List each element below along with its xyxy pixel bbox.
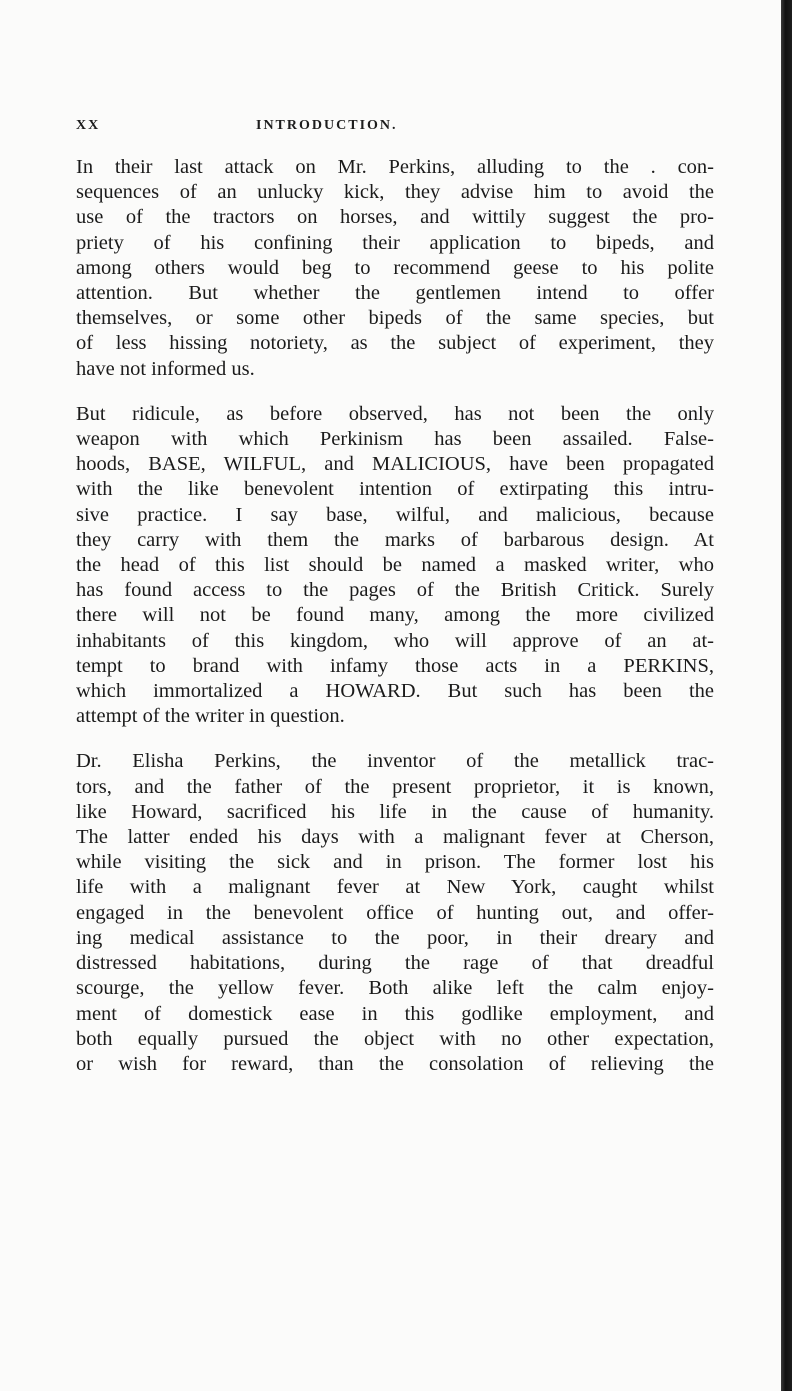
paragraph-3 bbox=[76, 749, 714, 1077]
text-line: ing medical assistance to the poor, in their dreary and bbox=[76, 926, 714, 949]
body-text bbox=[76, 155, 714, 1097]
text-line: while visiting the sick and in prison. The former lost his bbox=[76, 851, 714, 874]
text-line: The latter ended his days with a malignant fever at Cherson, bbox=[76, 826, 714, 849]
text-line: attention. But whether the gentlemen intend to offer bbox=[76, 282, 714, 305]
page-number: XX bbox=[76, 118, 101, 133]
paragraph-1 bbox=[76, 155, 714, 382]
text-line: ment of domestick ease in this godlike employment, and bbox=[76, 1002, 714, 1025]
text-line: sequences of an unlucky kick, they advise him to avoid the bbox=[76, 181, 714, 204]
text-line: use of the tractors on horses, and wittily suggest the pro- bbox=[76, 206, 714, 229]
text-line: have not informed us. bbox=[76, 357, 255, 380]
text-line: of less hissing notoriety, as the subject of experiment, they bbox=[76, 332, 714, 355]
text-line: But ridicule, as before observed, has not been the only bbox=[76, 402, 714, 425]
page-edge-shadow bbox=[781, 0, 792, 1391]
text-line: sive practice. I say base, wilful, and malicious, because bbox=[76, 503, 714, 526]
text-line: among others would beg to recommend geese to his polite bbox=[76, 256, 714, 279]
text-line: priety of his confining their application to bipeds, and bbox=[76, 231, 714, 254]
running-head bbox=[76, 118, 398, 134]
paragraph-2 bbox=[76, 402, 714, 730]
text-line: attempt of the writer in question. bbox=[76, 705, 345, 728]
text-line: engaged in the benevolent office of hunting out, and offer- bbox=[76, 901, 714, 924]
running-head-title: INTRODUCTION. bbox=[256, 118, 398, 133]
text-line: hoods, BASE, WILFUL, and MALICIOUS, have been propagated bbox=[76, 453, 714, 476]
text-line: they carry with them the marks of barbarous design. At bbox=[76, 528, 714, 551]
text-line: tors, and the father of the present proprietor, it is known, bbox=[76, 775, 714, 798]
text-line: or wish for reward, than the consolation of relieving the bbox=[76, 1052, 714, 1075]
text-line: scourge, the yellow fever. Both alike left the calm enjoy- bbox=[76, 977, 714, 1000]
page-margin bbox=[792, 0, 800, 1391]
text-line: has found access to the pages of the British Critick. Surely bbox=[76, 579, 714, 602]
text-line: which immortalized a HOWARD. But such has been the bbox=[76, 680, 714, 703]
text-line: the head of this list should be named a masked writer, who bbox=[76, 554, 714, 577]
text-line: like Howard, sacrificed his life in the cause of humanity. bbox=[76, 800, 714, 823]
text-line: themselves, or some other bipeds of the same species, but bbox=[76, 307, 714, 330]
text-line: distressed habitations, during the rage of that dreadful bbox=[76, 952, 714, 975]
text-line: In their last attack on Mr. Perkins, alluding to the . con- bbox=[76, 156, 714, 178]
text-line: inhabitants of this kingdom, who will approve of an at- bbox=[76, 629, 714, 652]
text-line: both equally pursued the object with no other expectation, bbox=[76, 1027, 714, 1050]
text-line: life with a malignant fever at New York, caught whilst bbox=[76, 876, 714, 899]
text-line: tempt to brand with infamy those acts in a PERKINS, bbox=[76, 654, 714, 677]
text-line: weapon with which Perkinism has been assailed. False- bbox=[76, 428, 714, 451]
text-line: with the like benevolent intention of extirpating this intru- bbox=[76, 478, 714, 501]
text-line: Dr. Elisha Perkins, the inventor of the metallick trac- bbox=[76, 750, 714, 773]
text-line: there will not be found many, among the more civilized bbox=[76, 604, 714, 627]
